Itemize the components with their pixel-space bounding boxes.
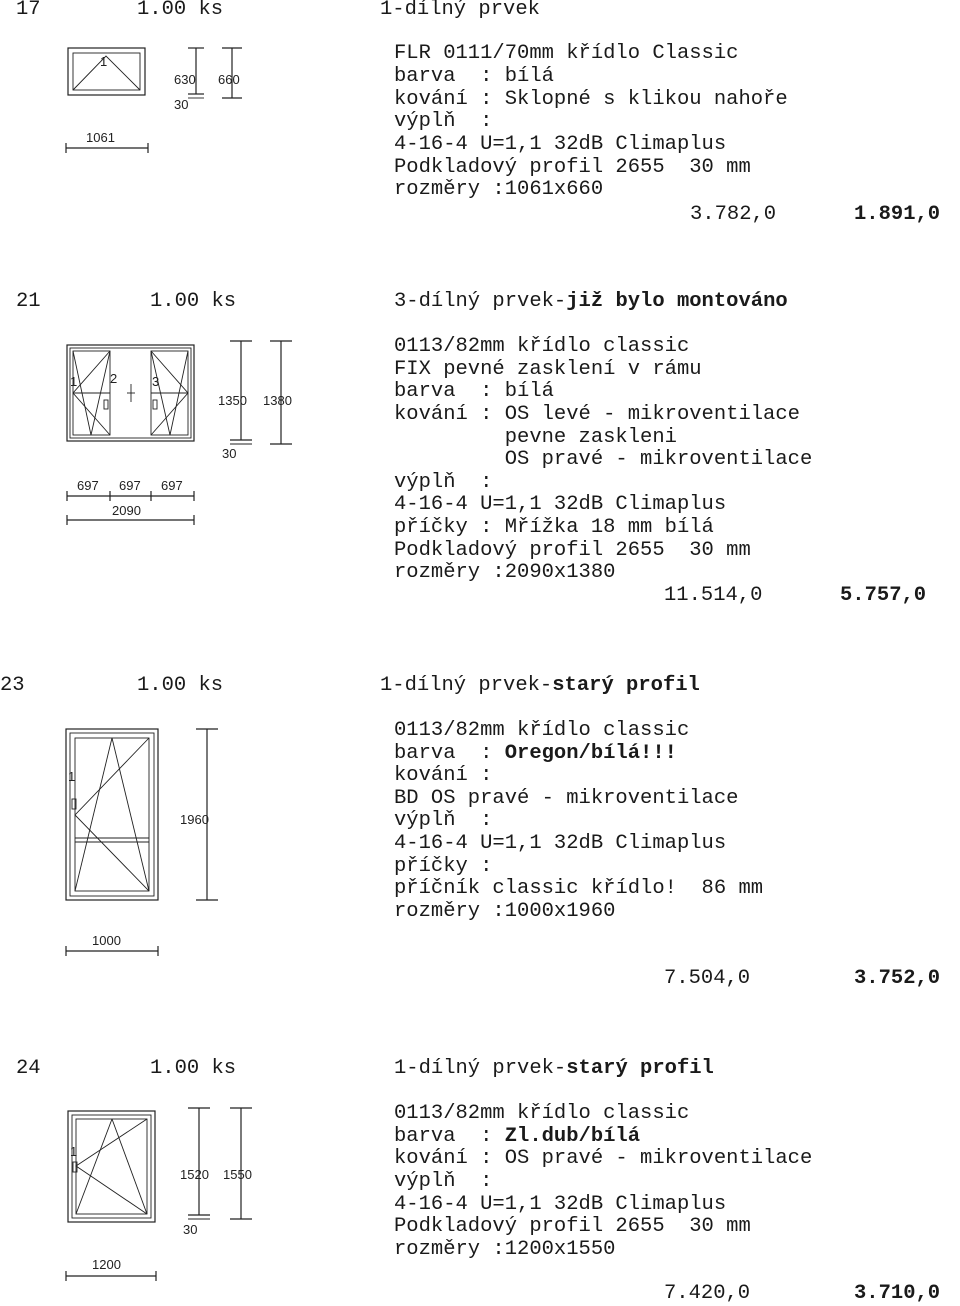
spec-line: příčky : [394, 855, 493, 878]
spec-line: FLR 0111/70mm křídlo Classic [394, 42, 739, 65]
dimension-label: 30 [222, 446, 237, 461]
spec-line: 0113/82mm křídlo classic [394, 335, 690, 358]
dimension-label: 1061 [86, 130, 115, 145]
spec-line: kování : OS levé - mikroventilace [394, 403, 800, 426]
sash-number: 1 [70, 374, 78, 389]
dimension-label: 30 [183, 1222, 198, 1237]
spec-line: výplň : [394, 809, 493, 832]
sash-number: 1 [68, 769, 76, 784]
spec-line: barva : Zl.dub/bílá [394, 1125, 641, 1148]
dimension-label: 1960 [180, 812, 209, 827]
total-price: 3.752,0 [854, 967, 941, 990]
dimension-label: 697 [161, 478, 183, 493]
total-price: 3.710,0 [854, 1282, 941, 1305]
sash-number: 2 [110, 371, 118, 386]
item-quantity: 1.00 ks [137, 674, 224, 697]
sash-number: 1 [70, 1144, 78, 1159]
spec-line: barva : bílá [394, 65, 554, 88]
item-position: 24 [16, 1057, 41, 1080]
spec-line: rozměry :1061x660 [394, 178, 604, 201]
spec-line: kování : [394, 764, 493, 787]
item-quantity: 1.00 ks [150, 1057, 237, 1080]
spec-line: 4-16-4 U=1,1 32dB Climaplus [394, 1193, 727, 1216]
sash-number: 1 [100, 54, 108, 69]
item-quantity: 1.00 ks [150, 290, 237, 313]
item-quantity: 1.00 ks [137, 0, 224, 21]
spec-line: rozměry :1200x1550 [394, 1238, 616, 1261]
unit-price: 7.504,0 [664, 967, 751, 990]
spec-line: barva : Oregon/bílá!!! [394, 742, 677, 765]
dimension-label: 30 [174, 97, 189, 112]
dimension-label: 1350 [218, 393, 247, 408]
item-position: 17 [16, 0, 41, 21]
spec-line: rozměry :1000x1960 [394, 900, 616, 923]
spec-line: kování : OS pravé - mikroventilace [394, 1147, 813, 1170]
spec-line: výplň : [394, 471, 493, 494]
item-type: 3-dílný prvek-již bylo montováno [394, 290, 788, 313]
spec-line: 0113/82mm křídlo classic [394, 719, 690, 742]
spec-line: výplň : [394, 110, 493, 133]
dimension-label: 1550 [223, 1167, 252, 1182]
spec-line: Podkladový profil 2655 30 mm [394, 539, 751, 562]
dimension-label: 660 [218, 72, 240, 87]
unit-price: 7.420,0 [664, 1282, 751, 1305]
total-price: 5.757,0 [840, 584, 927, 607]
dimension-label: 1380 [263, 393, 292, 408]
item-type: 1-dílný prvek [380, 0, 540, 21]
spec-line: 4-16-4 U=1,1 32dB Climaplus [394, 832, 727, 855]
dimension-label: 1200 [92, 1257, 121, 1272]
spec-line: barva : bílá [394, 380, 554, 403]
total-price: 1.891,0 [854, 203, 941, 226]
item-position: 23 [0, 674, 25, 697]
spec-line: příčník classic křídlo! 86 mm [394, 877, 764, 900]
dimension-label: 697 [119, 478, 141, 493]
spec-line: rozměry :2090x1380 [394, 561, 616, 584]
sash-number: 3 [152, 374, 160, 389]
spec-line: 4-16-4 U=1,1 32dB Climaplus [394, 493, 727, 516]
dimension-label: 1000 [92, 933, 121, 948]
spec-line: OS pravé - mikroventilace [394, 448, 813, 471]
spec-line: pevne zaskleni [394, 426, 677, 449]
spec-line: výplň : [394, 1170, 493, 1193]
item-type: 1-dílný prvek-starý profil [380, 674, 700, 697]
dimension-label: 2090 [112, 503, 141, 518]
spec-line: Podkladový profil 2655 30 mm [394, 1215, 751, 1238]
dimension-label: 1520 [180, 1167, 209, 1182]
spec-line: příčky : Mřížka 18 mm bílá [394, 516, 714, 539]
unit-price: 11.514,0 [664, 584, 763, 607]
dimension-label: 697 [77, 478, 99, 493]
item-position: 21 [16, 290, 41, 313]
spec-line: FIX pevné zasklení v rámu [394, 358, 702, 381]
dimension-label: 630 [174, 72, 196, 87]
spec-line: 4-16-4 U=1,1 32dB Climaplus [394, 133, 727, 156]
spec-line: BD OS pravé - mikroventilace [394, 787, 739, 810]
unit-price: 3.782,0 [690, 203, 777, 226]
spec-line: kování : Sklopné s klikou nahoře [394, 88, 788, 111]
spec-line: 0113/82mm křídlo classic [394, 1102, 690, 1125]
spec-line: Podkladový profil 2655 30 mm [394, 156, 751, 179]
item-type: 1-dílný prvek-starý profil [394, 1057, 714, 1080]
